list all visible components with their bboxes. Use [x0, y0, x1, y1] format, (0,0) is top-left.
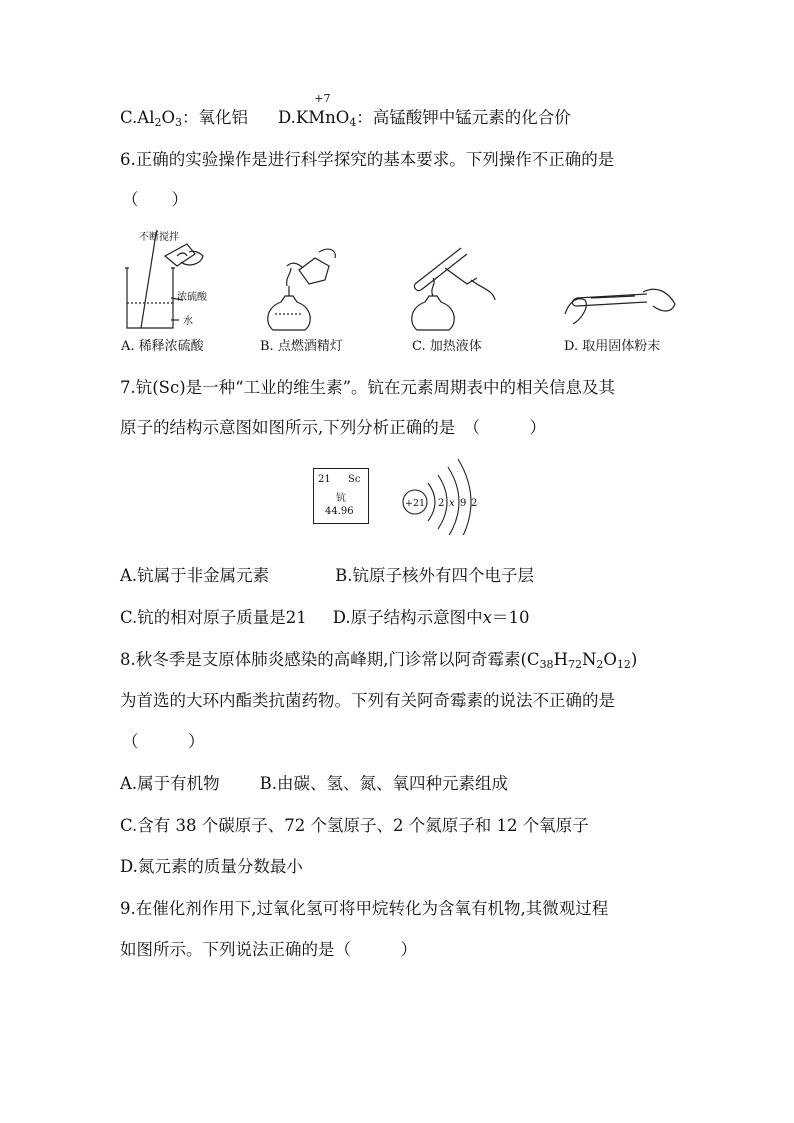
formula-part: O [335, 108, 350, 127]
formula-part: O [161, 108, 176, 127]
option-a: A.属于有机物 [120, 774, 220, 793]
option-c-suffix: ：氧化铝 [182, 108, 249, 127]
caption-d: D. 取用固体粉末 [564, 339, 661, 354]
test-tube-icon [577, 294, 647, 306]
glass-rod-icon [141, 240, 155, 328]
subscript: 38 [539, 658, 554, 671]
alcohol-lamp-icon [268, 296, 311, 330]
shell-count: 2 [471, 498, 478, 509]
question-9-stem-line2: 如图所示。下列说法正确的是（ ） [120, 940, 417, 959]
formula-part: O [603, 650, 617, 669]
option-d [333, 608, 530, 627]
question-6-stem: 6.正确的实验操作是进行科学探究的基本要求。下列操作不正确的是 [120, 150, 615, 169]
question-8-stem-line2: 为首选的大环内酯类抗菌药物。下列有关阿奇霉素的说法不正确的是 [120, 691, 615, 710]
question-7-stem-line1: 7.钪(Sc)是一种“工业的维生素”。钪在元素周期表中的相关信息及其 [120, 378, 616, 397]
hand-icon [319, 249, 335, 258]
hand-icon [643, 289, 675, 311]
question-8-stem-line1 [120, 650, 637, 670]
question-6-bracket: （ ） [122, 190, 188, 209]
question-8-option-d: D.氮元素的质量分数最小 [120, 857, 303, 876]
subscript: 3 [175, 116, 183, 129]
subscript: 2 [154, 116, 162, 129]
element-name: 钪 [336, 493, 346, 504]
subscript: 2 [596, 658, 604, 671]
option-d-suffix: ：高锰酸钾中锰元素的化合价 [356, 108, 571, 127]
atomic-number: 21 [318, 474, 331, 485]
test-tube-icon [415, 248, 461, 284]
subscript: 12 [616, 658, 631, 671]
stem-prefix: 8.秋冬季是支原体肺炎感染的高峰期,门诊常以阿奇霉素(C [120, 650, 540, 669]
question-7-options-ab [120, 566, 534, 586]
subscript: 72 [567, 658, 582, 671]
question-8-bracket: （ ） [122, 732, 205, 751]
atom-structure-diagram [398, 455, 488, 535]
shell-count: 9 [460, 498, 467, 509]
option-d-text: D.K [278, 108, 309, 127]
conc-acid-label: 浓硫酸 [177, 292, 207, 303]
option-c-text: C.Al [120, 108, 155, 127]
second-lamp-icon [299, 258, 329, 284]
caption-c: C. 加热液体 [412, 339, 482, 354]
acid-bottle-icon [165, 244, 195, 266]
shell-arc [458, 459, 471, 535]
alcohol-lamp-icon [412, 296, 455, 330]
caption-b: B. 点燃酒精灯 [260, 339, 343, 354]
question-8-options-ab [120, 774, 508, 794]
shell-count: x [449, 498, 455, 509]
caption-a: A. 稀释浓硫酸 [121, 339, 204, 354]
oxidation-element [308, 92, 336, 128]
option-line-c-d [120, 92, 571, 129]
shell-arc [428, 483, 435, 521]
atomic-mass: 44.96 [325, 506, 354, 517]
stirring-label: 不断搅拌 [139, 232, 179, 243]
option-a: A.钪属于非金属元素 [120, 566, 270, 585]
stem-suffix: ) [630, 650, 638, 669]
question-8-option-c: C.含有 38 个碳原子、72 个氢原子、2 个氮原子和 12 个氧原子 [120, 816, 589, 835]
question-7-stem-line2: 原子的结构示意图如图所示,下列分析正确的是 （ ） [120, 418, 546, 437]
hand-icon [565, 299, 586, 324]
beaker-icon [127, 268, 173, 328]
hand-icon [471, 280, 495, 300]
water-label: 水 [183, 316, 193, 327]
periodic-table-cell [313, 468, 369, 524]
option-d-prefix: D.原子结构示意图中 [332, 608, 483, 627]
option-d-suffix: ＝10 [491, 608, 530, 627]
option-b: B.由碳、氢、氮、氧四种元素组成 [259, 774, 509, 793]
question-9-stem-line1: 9.在催化剂作用下,过氧化氢可将甲烷转化为含氧有机物,其微观过程 [120, 899, 609, 918]
element-symbol: Sc [348, 474, 361, 485]
question-7-options-cd [120, 608, 529, 628]
nucleus-charge: +21 [405, 498, 426, 509]
formula-part: N [581, 650, 597, 669]
shell-count: 2 [438, 498, 445, 509]
oxidation-state-mark: +7 [314, 92, 331, 105]
formula-part: H [553, 650, 568, 669]
option-b: B.钪原子核外有四个电子层 [335, 566, 535, 585]
variable-x: x [482, 608, 492, 627]
option-c: C.钪的相对原子质量是21 [120, 608, 307, 627]
subscript: 4 [349, 116, 357, 129]
formula-part: Mn [308, 108, 336, 127]
lab-figures [115, 228, 685, 333]
